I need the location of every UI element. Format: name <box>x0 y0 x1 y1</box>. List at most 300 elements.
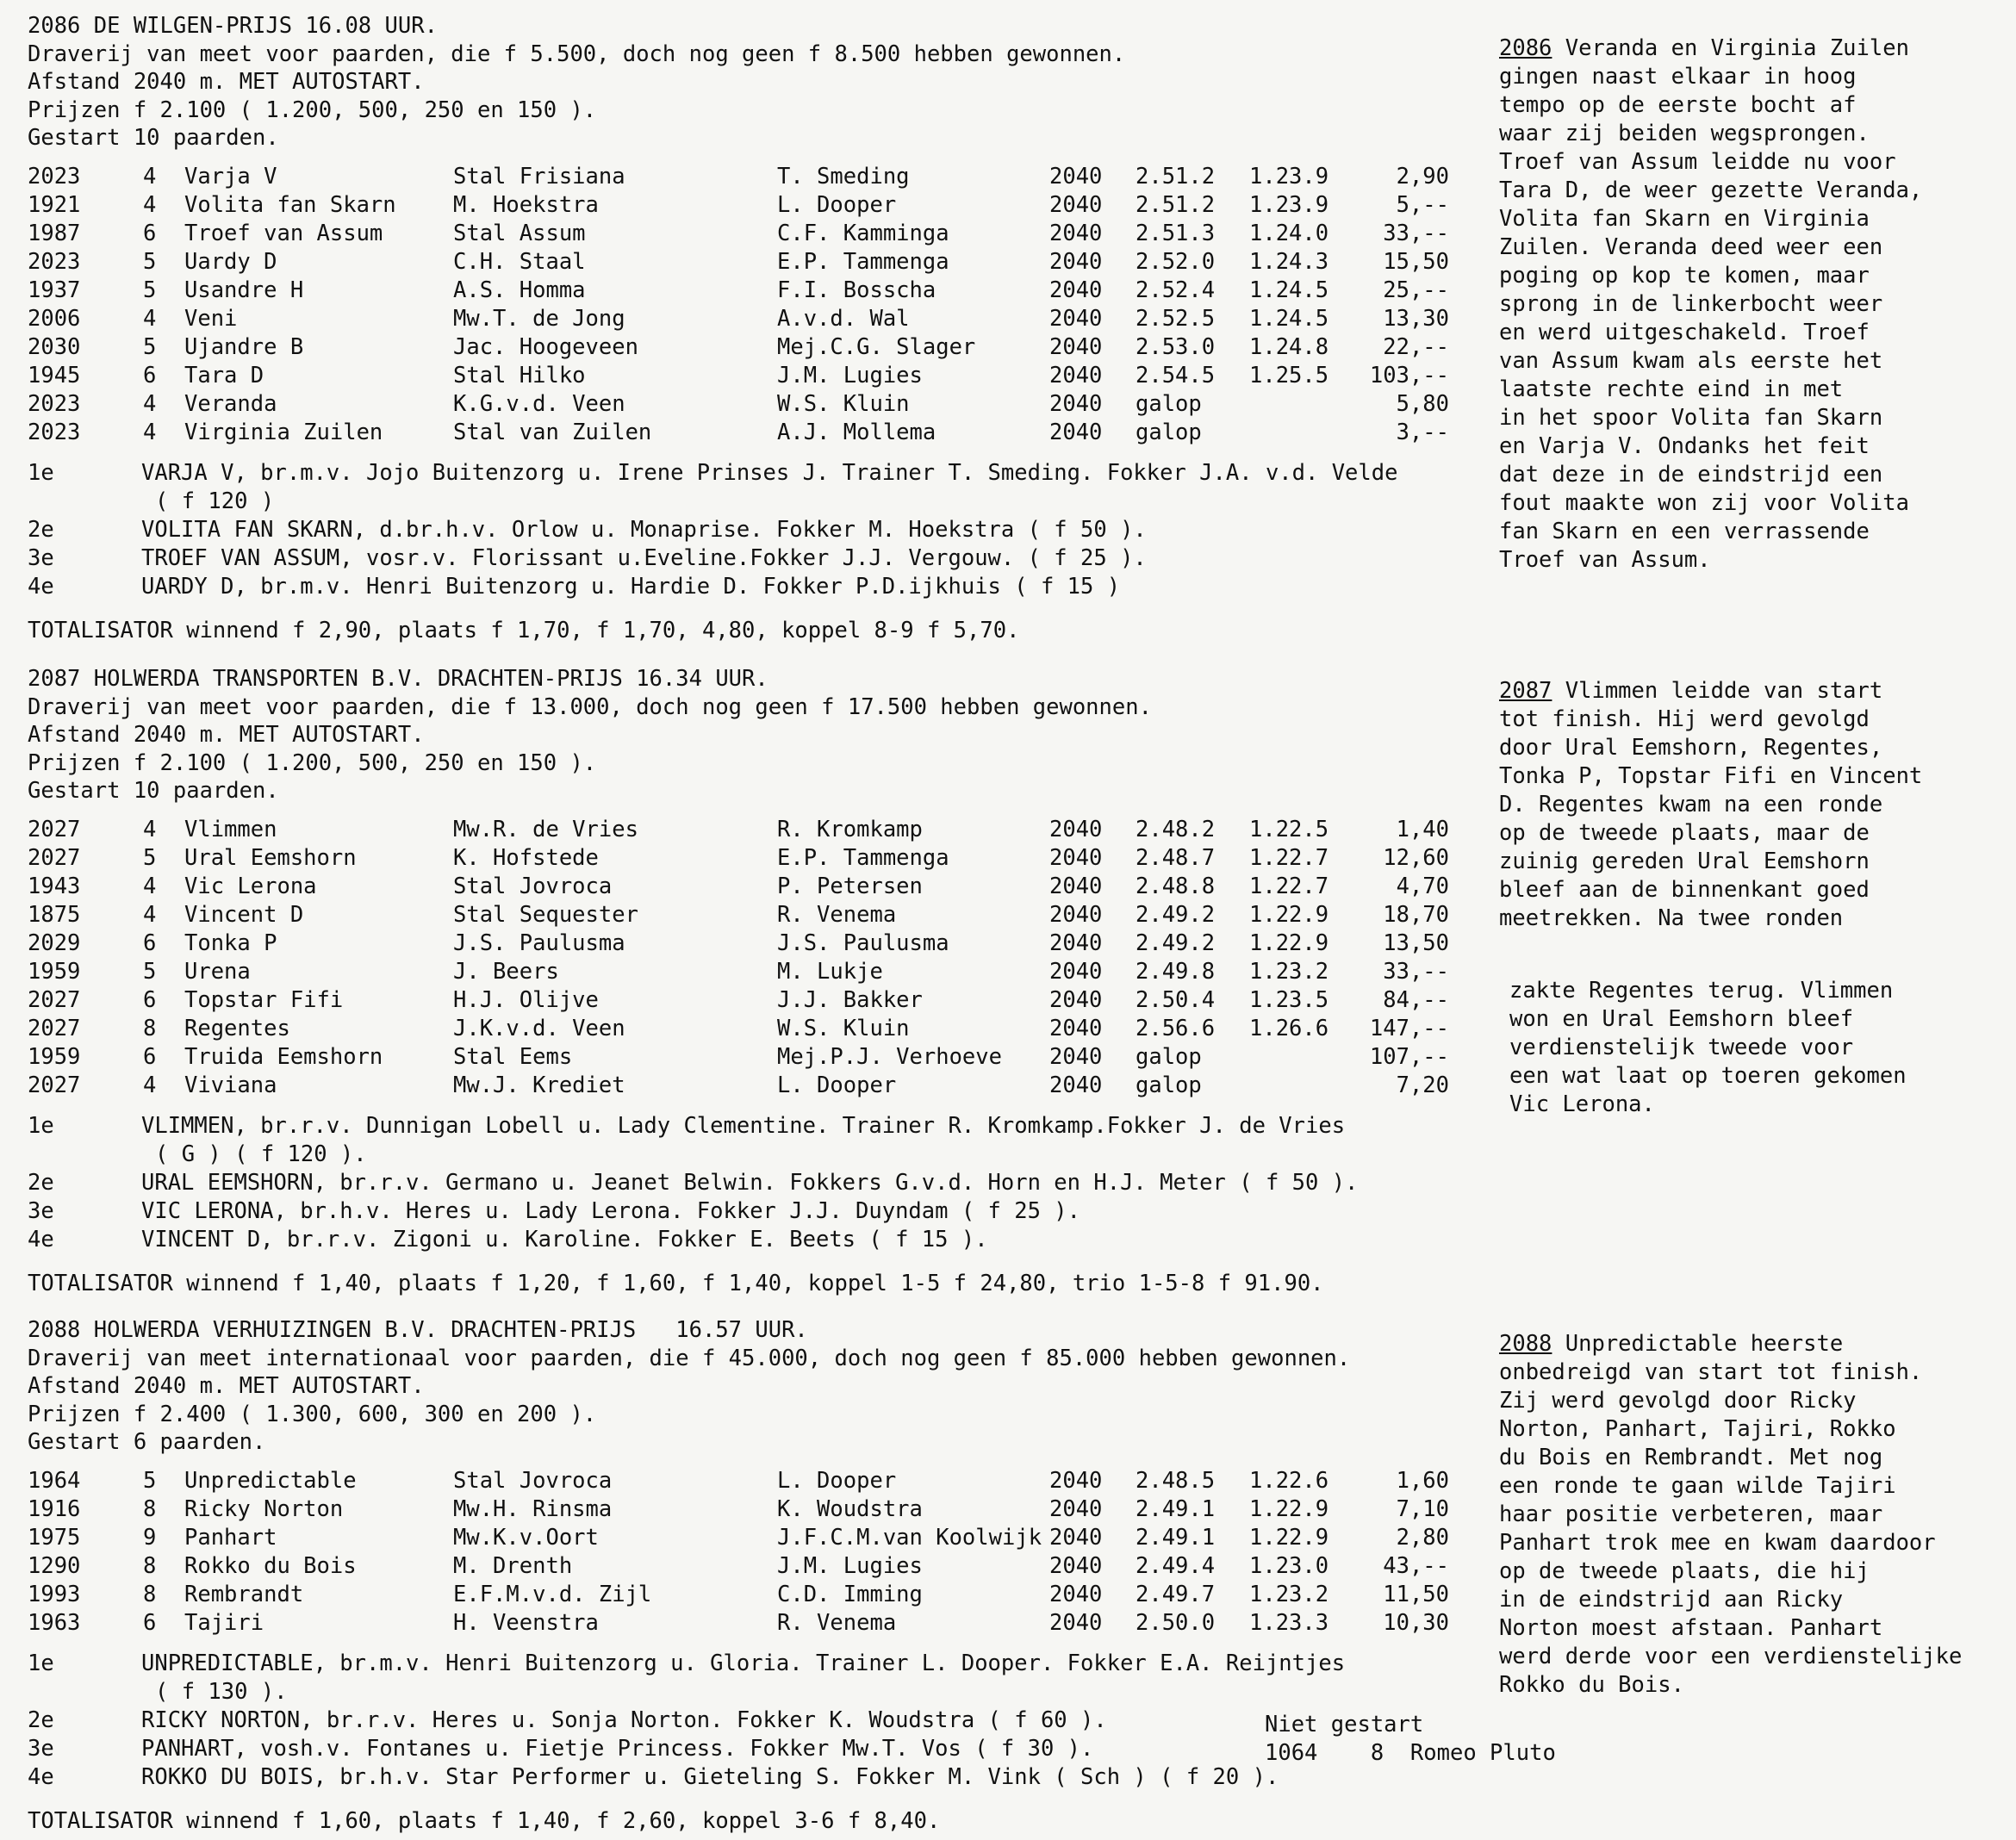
horse-name: Vlimmen <box>184 816 277 842</box>
table-row <box>28 1495 1492 1524</box>
comment-line: waar zij beiden wegsprongen. <box>1499 121 1870 146</box>
comment-line: poging op kop te komen, maar <box>1499 263 1870 289</box>
distance: 2040 <box>1049 333 1103 360</box>
table-row <box>28 277 1492 305</box>
driver: J.F.C.M.van Koolwijk <box>777 1524 1042 1551</box>
distance: 2040 <box>1049 1015 1103 1041</box>
odds: 33,-- <box>1383 958 1449 985</box>
age: 8 <box>143 1581 157 1607</box>
placing-position: 2e <box>28 1169 54 1196</box>
placing-description: RICKY NORTON, br.r.v. Heres u. Sonja Norton. Fokker K. Woudstra ( f 60 ). <box>141 1706 1107 1733</box>
table-row <box>28 248 1492 277</box>
km-time: 1.24.3 <box>1249 248 1329 275</box>
age: 6 <box>143 362 157 389</box>
age: 6 <box>143 986 157 1013</box>
horse-name: Veni <box>184 305 238 332</box>
owner: K.G.v.d. Veen <box>453 390 625 417</box>
horse-name: Vic Lerona <box>184 873 317 899</box>
driver: L. Dooper <box>777 1072 897 1098</box>
comment-line: Norton moest afstaan. Panhart <box>1499 1615 1883 1641</box>
placing-position: 3e <box>28 1197 54 1224</box>
comment-line: op de tweede plaats, maar de <box>1499 820 1870 846</box>
horse-name: Ricky Norton <box>184 1495 344 1522</box>
placing <box>28 1226 1492 1254</box>
placing <box>28 459 1492 516</box>
km-time: 1.25.5 <box>1249 362 1329 389</box>
time: 2.51.2 <box>1136 163 1216 190</box>
race-starters: Gestart 10 paarden. <box>28 778 279 804</box>
table-row <box>28 390 1492 419</box>
horse-name: Volita fan Skarn <box>184 191 396 218</box>
form-ref: 1937 <box>28 277 81 303</box>
comment-line: Troef van Assum leidde nu voor <box>1499 149 1896 175</box>
placing-description: VINCENT D, br.r.v. Zigoni u. Karoline. Fokker E. Beets ( f 15 ). <box>141 1226 988 1253</box>
race-header <box>28 665 1492 805</box>
owner: Stal Sequester <box>453 901 638 928</box>
table-row <box>28 958 1492 986</box>
form-ref: 2030 <box>28 333 81 360</box>
owner: Stal van Zuilen <box>453 419 652 445</box>
age: 6 <box>143 220 157 246</box>
not-started-age: 8 <box>1370 1740 1384 1766</box>
comment-line: tempo op de eerste bocht af <box>1499 92 1857 118</box>
odds: 22,-- <box>1383 333 1449 360</box>
form-ref: 2023 <box>28 163 81 190</box>
age: 4 <box>143 305 157 332</box>
distance: 2040 <box>1049 277 1103 303</box>
owner: J.K.v.d. Veen <box>453 1015 625 1041</box>
km-time: 1.26.6 <box>1249 1015 1329 1041</box>
comment-line: du Bois en Rembrandt. Met nog <box>1499 1445 1883 1470</box>
owner: Stal Eems <box>453 1043 573 1070</box>
driver: F.I. Bosscha <box>777 277 936 303</box>
comment-line: bleef aan de binnenkant goed <box>1499 877 1870 903</box>
table-row <box>28 929 1492 958</box>
comment-race-number: 2088 <box>1499 1331 1552 1357</box>
owner: K. Hofstede <box>453 844 599 871</box>
odds: 43,-- <box>1383 1552 1449 1579</box>
odds: 147,-- <box>1369 1015 1449 1041</box>
comment-line: zakte Regentes terug. Vlimmen <box>1509 978 1894 1004</box>
km-time: 1.23.3 <box>1249 1609 1329 1636</box>
owner: M. Hoekstra <box>453 191 599 218</box>
time: 2.48.8 <box>1136 873 1216 899</box>
odds: 5,-- <box>1396 191 1449 218</box>
form-ref: 1921 <box>28 191 81 218</box>
km-time: 1.22.7 <box>1249 844 1329 871</box>
odds: 5,80 <box>1396 390 1449 417</box>
race-title: 2088 HOLWERDA VERHUIZINGEN B.V. DRACHTEN-PRIJS 16.57 UUR. <box>28 1317 808 1343</box>
form-ref: 2029 <box>28 929 81 956</box>
comment-line: werd derde voor een verdienstelijke <box>1499 1644 1963 1669</box>
race-distance: Afstand 2040 m. MET AUTOSTART. <box>28 69 425 95</box>
driver: E.P. Tammenga <box>777 248 949 275</box>
horse-name: Tonka P <box>184 929 277 956</box>
table-row <box>28 220 1492 248</box>
comment-line: laatste rechte eind in met <box>1499 376 1844 402</box>
distance: 2040 <box>1049 191 1103 218</box>
distance: 2040 <box>1049 419 1103 445</box>
distance: 2040 <box>1049 986 1103 1013</box>
owner: Stal Jovroca <box>453 873 613 899</box>
totalisator: TOTALISATOR winnend f 2,90, plaats f 1,70, f 1,70, 4,80, koppel 8-9 f 5,70. <box>28 617 1020 643</box>
time: 2.48.7 <box>1136 844 1216 871</box>
table-row <box>28 419 1492 447</box>
results-table <box>28 1467 1492 1638</box>
comment-line: een wat laat op toeren gekomen <box>1509 1063 1907 1089</box>
driver: M. Lukje <box>777 958 883 985</box>
comment-line: fout maakte won zij voor Volita <box>1499 490 1909 516</box>
totalisator: TOTALISATOR winnend f 1,60, plaats f 1,40, f 2,60, koppel 3-6 f 8,40. <box>28 1807 941 1834</box>
distance: 2040 <box>1049 958 1103 985</box>
comment-line: van Assum kwam als eerste het <box>1499 348 1883 374</box>
odds: 4,70 <box>1396 873 1449 899</box>
comment-line: in het spoor Volita fan Skarn <box>1499 405 1883 431</box>
driver: R. Venema <box>777 1609 897 1636</box>
form-ref: 1875 <box>28 901 81 928</box>
comment-line: op de tweede plaats, die hij <box>1499 1558 1870 1584</box>
placing <box>28 573 1492 601</box>
horse-name: Truida Eemshorn <box>184 1043 383 1070</box>
driver: Mej.P.J. Verhoeve <box>777 1043 1002 1070</box>
driver: C.F. Kamminga <box>777 220 949 246</box>
race-2086 <box>28 12 1492 645</box>
placing-description: VLIMMEN, br.r.v. Dunnigan Lobell u. Lady Clementine. Trainer R. Kromkamp.Fokker J. de Vries <box>141 1112 1346 1139</box>
odds: 11,50 <box>1383 1581 1449 1607</box>
race-prizes: Prijzen f 2.100 ( 1.200, 500, 250 en 150 ). <box>28 96 597 123</box>
comment-line: verdienstelijk tweede voor <box>1509 1035 1854 1060</box>
horse-name: Rembrandt <box>184 1581 304 1607</box>
age: 5 <box>143 333 157 360</box>
distance: 2040 <box>1049 390 1103 417</box>
age: 5 <box>143 1467 157 1494</box>
comment-line: een ronde te gaan wilde Tajiri <box>1499 1473 1896 1499</box>
age: 8 <box>143 1552 157 1579</box>
distance: 2040 <box>1049 1581 1103 1607</box>
placing-description: PANHART, vosh.v. Fontanes u. Fietje Princess. Fokker Mw.T. Vos ( f 30 ). <box>141 1735 1094 1762</box>
placing-position: 4e <box>28 1763 54 1790</box>
distance: 2040 <box>1049 844 1103 871</box>
odds: 107,-- <box>1369 1043 1449 1070</box>
race-starters: Gestart 6 paarden. <box>28 1429 266 1455</box>
comment-race-number: 2086 <box>1499 35 1552 61</box>
owner: Jac. Hoogeveen <box>453 333 638 360</box>
placing-description: URAL EEMSHORN, br.r.v. Germano u. Jeanet Belwin. Fokkers G.v.d. Horn en H.J. Meter ( f 50 ). <box>141 1169 1359 1196</box>
distance: 2040 <box>1049 1524 1103 1551</box>
placing-description: UARDY D, br.m.v. Henri Buitenzorg u. Hardie D. Fokker P.D.ijkhuis ( f 15 ) <box>141 573 1121 600</box>
table-row <box>28 1043 1492 1072</box>
driver: A.v.d. Wal <box>777 305 910 332</box>
distance: 2040 <box>1049 1609 1103 1636</box>
owner: Mw.J. Krediet <box>453 1072 625 1098</box>
driver: J.S. Paulusma <box>777 929 949 956</box>
race-comment-2087 <box>1499 677 2007 933</box>
age: 5 <box>143 277 157 303</box>
driver: C.D. Imming <box>777 1581 923 1607</box>
form-ref: 2027 <box>28 816 81 842</box>
km-time: 1.22.5 <box>1249 816 1329 842</box>
time: 2.49.1 <box>1136 1495 1216 1522</box>
horse-name: Ural Eemshorn <box>184 844 357 871</box>
km-time: 1.23.0 <box>1249 1552 1329 1579</box>
distance: 2040 <box>1049 1072 1103 1098</box>
driver: A.J. Mollema <box>777 419 936 445</box>
horse-name: Troef van Assum <box>184 220 383 246</box>
form-ref: 2027 <box>28 986 81 1013</box>
table-row <box>28 844 1492 873</box>
age: 6 <box>143 929 157 956</box>
age: 9 <box>143 1524 157 1551</box>
comment-line: fan Skarn en een verrassende <box>1499 519 1870 544</box>
placing-description: ( G ) ( f 120 ). <box>155 1141 367 1167</box>
results-table <box>28 816 1492 1100</box>
driver: Mej.C.G. Slager <box>777 333 976 360</box>
comment-line: Zuilen. Veranda deed weer een <box>1499 234 1883 260</box>
owner: E.F.M.v.d. Zijl <box>453 1581 652 1607</box>
age: 4 <box>143 873 157 899</box>
form-ref: 2027 <box>28 1015 81 1041</box>
time: galop <box>1136 1072 1202 1098</box>
time: 2.48.2 <box>1136 816 1216 842</box>
km-time: 1.22.9 <box>1249 1524 1329 1551</box>
odds: 7,10 <box>1396 1495 1449 1522</box>
age: 4 <box>143 390 157 417</box>
owner: M. Drenth <box>453 1552 573 1579</box>
owner: J. Beers <box>453 958 559 985</box>
placing <box>28 1197 1492 1226</box>
table-row <box>28 1581 1492 1609</box>
comment-line: Tara D, de weer gezette Veranda, <box>1499 177 1923 203</box>
owner: Stal Frisiana <box>453 163 625 190</box>
km-time: 1.23.5 <box>1249 986 1329 1013</box>
placing <box>28 1650 1492 1706</box>
table-row <box>28 1524 1492 1552</box>
placing-description: ( f 120 ) <box>155 488 275 514</box>
comment-line: Tonka P, Topstar Fifi en Vincent <box>1499 763 1923 789</box>
race-header <box>28 1316 1492 1457</box>
race-conditions: Draverij van meet voor paarden, die f 5.500, doch nog geen f 8.500 hebben gewonnen. <box>28 40 1126 67</box>
table-row <box>28 305 1492 333</box>
age: 5 <box>143 844 157 871</box>
table-row <box>28 1552 1492 1581</box>
placings <box>28 1112 1492 1254</box>
horse-name: Tajiri <box>184 1609 264 1636</box>
comment-line: Panhart trok mee en kwam daardoor <box>1499 1530 1936 1556</box>
driver: R. Kromkamp <box>777 816 923 842</box>
age: 8 <box>143 1015 157 1041</box>
km-time: 1.23.2 <box>1249 958 1329 985</box>
not-started <box>1265 1711 1556 1768</box>
driver: K. Woudstra <box>777 1495 923 1522</box>
placing-description: VOLITA FAN SKARN, d.br.h.v. Orlow u. Monaprise. Fokker M. Hoekstra ( f 50 ). <box>141 516 1147 543</box>
km-time: 1.23.9 <box>1249 163 1329 190</box>
time: galop <box>1136 390 1202 417</box>
placing-position: 4e <box>28 1226 54 1253</box>
table-row <box>28 1609 1492 1638</box>
time: 2.49.8 <box>1136 958 1216 985</box>
odds: 103,-- <box>1369 362 1449 389</box>
horse-name: Veranda <box>184 390 277 417</box>
time: 2.50.0 <box>1136 1609 1216 1636</box>
horse-name: Virginia Zuilen <box>184 419 383 445</box>
form-ref: 1916 <box>28 1495 81 1522</box>
horse-name: Regentes <box>184 1015 290 1041</box>
placing-description: VARJA V, br.m.v. Jojo Buitenzorg u. Irene Prinses J. Trainer T. Smeding. Fokker J.A. v.d. Velde <box>141 459 1398 486</box>
totalisator: TOTALISATOR winnend f 1,40, plaats f 1,20, f 1,60, f 1,40, koppel 1-5 f 24,80, trio 1-5-8 f 91.90. <box>28 1270 1324 1296</box>
form-ref: 1975 <box>28 1524 81 1551</box>
table-row <box>28 816 1492 844</box>
comment-line <box>1499 34 2007 63</box>
km-time: 1.22.9 <box>1249 901 1329 928</box>
placing <box>28 1169 1492 1197</box>
horse-name: Ujandre B <box>184 333 304 360</box>
comment-line: Vic Lerona. <box>1509 1091 1655 1117</box>
race-starters: Gestart 10 paarden. <box>28 125 279 151</box>
comment-line: D. Regentes kwam na een ronde <box>1499 792 1883 817</box>
owner: Mw.H. Rinsma <box>453 1495 613 1522</box>
horse-name: Varja V <box>184 163 277 190</box>
placing-position: 2e <box>28 516 54 543</box>
comment-line: gingen naast elkaar in hoog <box>1499 64 1857 90</box>
km-time: 1.24.0 <box>1249 220 1329 246</box>
race-comment-2087-continued <box>1509 977 2016 1119</box>
km-time: 1.23.2 <box>1249 1581 1329 1607</box>
comment-line: in de eindstrijd aan Ricky <box>1499 1587 1844 1613</box>
odds: 2,90 <box>1396 163 1449 190</box>
age: 6 <box>143 1043 157 1070</box>
age: 5 <box>143 958 157 985</box>
form-ref: 1964 <box>28 1467 81 1494</box>
time: galop <box>1136 419 1202 445</box>
owner: H. Veenstra <box>453 1609 599 1636</box>
driver: J.M. Lugies <box>777 1552 923 1579</box>
time: 2.52.0 <box>1136 248 1216 275</box>
form-ref: 1943 <box>28 873 81 899</box>
driver: W.S. Kluin <box>777 1015 910 1041</box>
table-row <box>28 986 1492 1015</box>
km-time: 1.22.9 <box>1249 929 1329 956</box>
comment-line: zuinig gereden Ural Eemshorn <box>1499 849 1870 874</box>
horse-name: Tara D <box>184 362 264 389</box>
comment-line: en Varja V. Ondanks het feit <box>1499 433 1870 459</box>
placing-position: 1e <box>28 459 54 486</box>
odds: 84,-- <box>1383 986 1449 1013</box>
horse-name: Urena <box>184 958 251 985</box>
distance: 2040 <box>1049 248 1103 275</box>
comment-text: Veranda en Virginia Zuilen <box>1552 35 1909 61</box>
placing-position: 3e <box>28 1735 54 1762</box>
km-time: 1.24.5 <box>1249 277 1329 303</box>
owner: Mw.T. de Jong <box>453 305 625 332</box>
owner: C.H. Staal <box>453 248 586 275</box>
driver: W.S. Kluin <box>777 390 910 417</box>
placing-description: VIC LERONA, br.h.v. Heres u. Lady Lerona. Fokker J.J. Duyndam ( f 25 ). <box>141 1197 1081 1224</box>
distance: 2040 <box>1049 1495 1103 1522</box>
distance: 2040 <box>1049 362 1103 389</box>
driver: E.P. Tammenga <box>777 844 949 871</box>
age: 4 <box>143 163 157 190</box>
owner: Mw.K.v.Oort <box>453 1524 599 1551</box>
horse-name: Panhart <box>184 1524 277 1551</box>
form-ref: 1987 <box>28 220 81 246</box>
driver: J.J. Bakker <box>777 986 923 1013</box>
placings <box>28 459 1492 601</box>
placing-position: 2e <box>28 1706 54 1733</box>
comment-line: haar positie verbeteren, maar <box>1499 1501 1883 1527</box>
owner: J.S. Paulusma <box>453 929 625 956</box>
comment-line: Troef van Assum. <box>1499 547 1711 573</box>
time: 2.51.3 <box>1136 220 1216 246</box>
odds: 3,-- <box>1396 419 1449 445</box>
table-row <box>28 1467 1492 1495</box>
form-ref: 2023 <box>28 390 81 417</box>
age: 4 <box>143 816 157 842</box>
placing-description: ROKKO DU BOIS, br.h.v. Star Performer u. Gieteling S. Fokker M. Vink ( Sch ) ( f 20 ). <box>141 1763 1279 1790</box>
table-row <box>28 362 1492 390</box>
time: 2.56.6 <box>1136 1015 1216 1041</box>
driver: P. Petersen <box>777 873 923 899</box>
time: 2.52.4 <box>1136 277 1216 303</box>
odds: 18,70 <box>1383 901 1449 928</box>
age: 4 <box>143 1072 157 1098</box>
table-row <box>28 191 1492 220</box>
comment-line: meetrekken. Na twee ronden <box>1499 905 1844 931</box>
race-comment-2088 <box>1499 1330 2007 1700</box>
comment-text: Unpredictable heerste <box>1552 1331 1844 1357</box>
form-ref: 1959 <box>28 1043 81 1070</box>
odds: 2,80 <box>1396 1524 1449 1551</box>
owner: H.J. Olijve <box>453 986 599 1013</box>
comment-line: Norton, Panhart, Tajiri, Rokko <box>1499 1416 1896 1442</box>
form-ref: 1993 <box>28 1581 81 1607</box>
form-ref: 2027 <box>28 844 81 871</box>
distance: 2040 <box>1049 1043 1103 1070</box>
km-time: 1.22.7 <box>1249 873 1329 899</box>
owner: Stal Hilko <box>453 362 586 389</box>
race-distance: Afstand 2040 m. MET AUTOSTART. <box>28 1373 425 1399</box>
horse-name: Unpredictable <box>184 1467 357 1494</box>
time: 2.49.4 <box>1136 1552 1216 1579</box>
race-header <box>28 12 1492 152</box>
placing-position: 4e <box>28 573 54 600</box>
age: 4 <box>143 901 157 928</box>
race-comment-2086 <box>1499 34 2007 575</box>
comment-line <box>1499 677 2007 706</box>
placing-position: 1e <box>28 1650 54 1676</box>
odds: 1,40 <box>1396 816 1449 842</box>
odds: 25,-- <box>1383 277 1449 303</box>
horse-name: Topstar Fifi <box>184 986 344 1013</box>
km-time: 1.24.5 <box>1249 305 1329 332</box>
placing-description: TROEF VAN ASSUM, vosr.v. Florissant u.Eveline.Fokker J.J. Vergouw. ( f 25 ). <box>141 544 1147 571</box>
race-title: 2086 DE WILGEN-PRIJS 16.08 UUR. <box>28 13 438 39</box>
distance: 2040 <box>1049 1552 1103 1579</box>
distance: 2040 <box>1049 873 1103 899</box>
horse-name: Uardy D <box>184 248 277 275</box>
table-row <box>28 873 1492 901</box>
form-ref: 1945 <box>28 362 81 389</box>
age: 8 <box>143 1495 157 1522</box>
race-conditions: Draverij van meet internationaal voor paarden, die f 45.000, doch nog geen f 85.000 hebben gewonnen. <box>28 1345 1351 1371</box>
comment-line: sprong in de linkerbocht weer <box>1499 291 1883 317</box>
km-time: 1.23.9 <box>1249 191 1329 218</box>
odds: 1,60 <box>1396 1467 1449 1494</box>
placing-description: UNPREDICTABLE, br.m.v. Henri Buitenzorg u. Gloria. Trainer L. Dooper. Fokker E.A. Reijntjes <box>141 1650 1346 1676</box>
owner: Stal Assum <box>453 220 586 246</box>
race-prizes: Prijzen f 2.100 ( 1.200, 500, 250 en 150 ). <box>28 749 597 776</box>
horse-name: Viviana <box>184 1072 277 1098</box>
time: 2.49.2 <box>1136 901 1216 928</box>
